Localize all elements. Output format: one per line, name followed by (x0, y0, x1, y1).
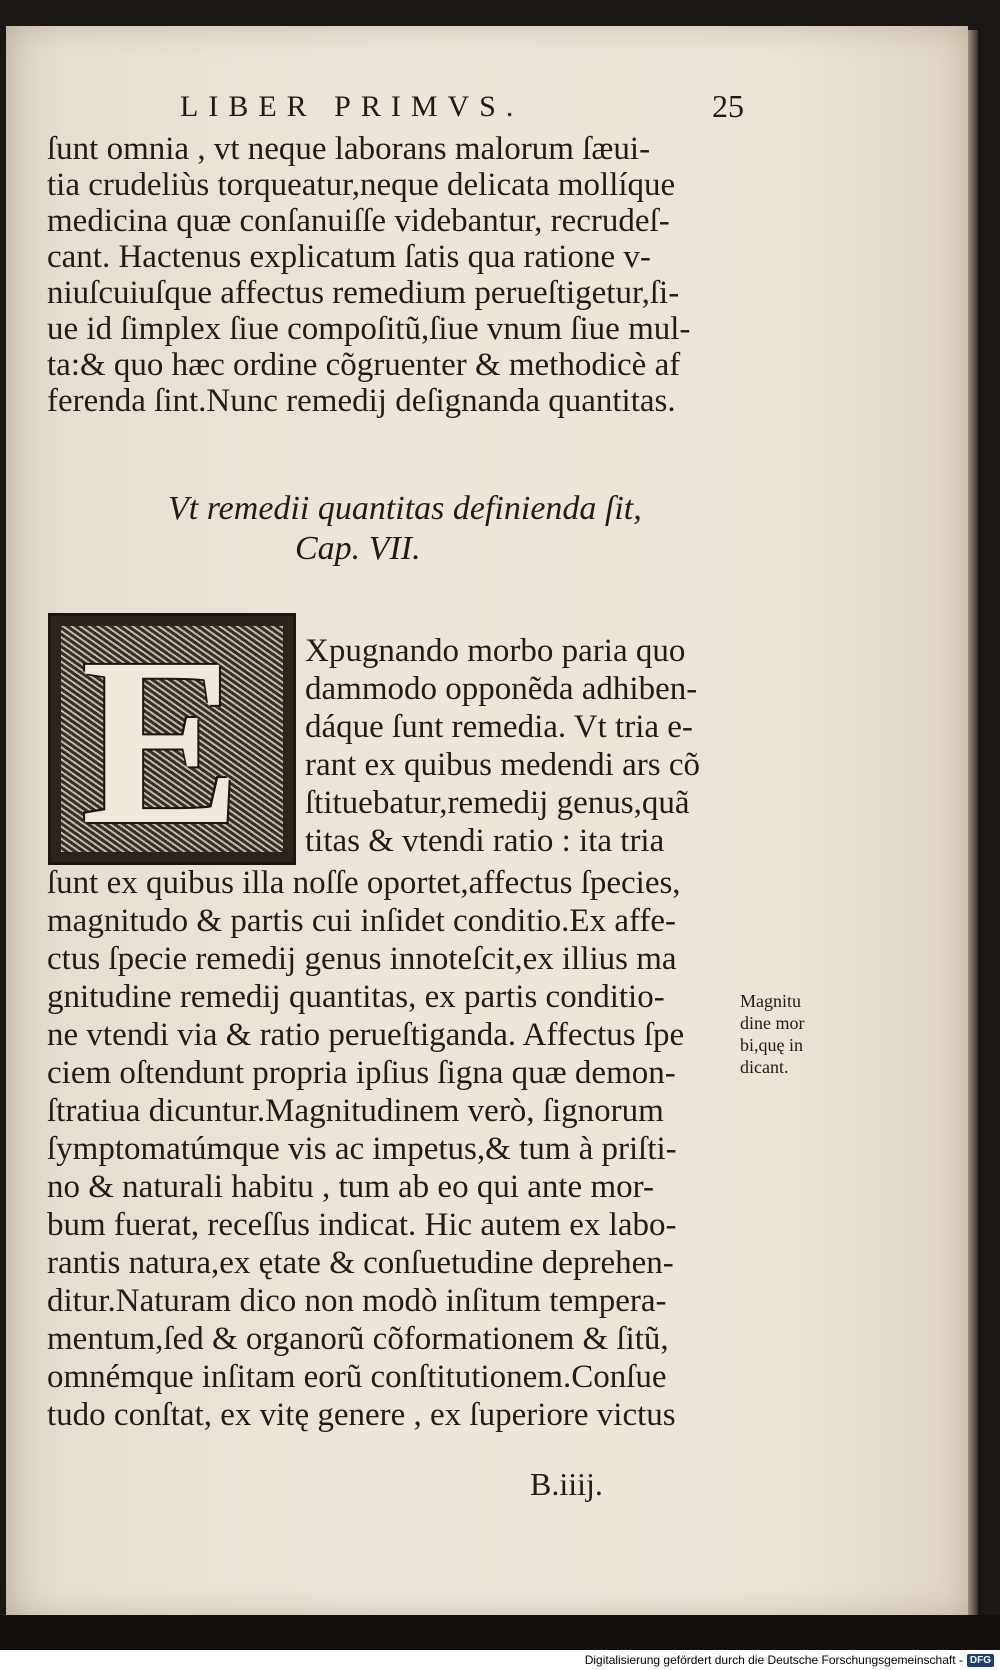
text-line: ſtituebatur,remedij genus,quã (305, 785, 690, 821)
margin-note-line: bi,quę in (740, 1035, 803, 1055)
text-line: ſtratiua dicuntur.Magnitudinem verò, ſignorum (47, 1093, 664, 1129)
text-line: ue id ſimplex ſiue compoſitũ,ſiue vnum ſiue mul- (47, 311, 691, 347)
text-line: Xpugnando morbo paria quo (305, 633, 686, 669)
text-line: magnitudo & partis cui inſidet conditio.Ex affe- (47, 903, 676, 939)
text-line: rant ex quibus medendi ars cõ (305, 747, 700, 783)
text-line: medicina quæ conſanuiſſe videbantur, recrudeſ- (47, 203, 670, 239)
chapter-number: Cap. VII. (295, 530, 421, 567)
digitization-footer (585, 1651, 994, 1669)
page-number: 25 (712, 88, 744, 124)
text-line: ditur.Naturam dico non modò inſitum tempera- (47, 1283, 667, 1319)
text-line: bum fuerat, receſſus indicat. Hic autem ex labo- (47, 1207, 677, 1243)
text-line: mentum,ſed & organorũ cõformationem & ſitũ, (47, 1321, 669, 1357)
dfg-logo-icon: DFG (967, 1654, 994, 1667)
running-title: LIBER PRIMVS. (180, 90, 524, 123)
text-line: ſymptomatúmque vis ac impetus,& tum à priſti- (47, 1131, 677, 1167)
margin-note-line: dicant. (740, 1057, 789, 1077)
footer-text: Digitalisierung gefördert durch die Deutsche Forschungsgemeinschaft - (584, 1653, 963, 1667)
text-line: ſunt ex quibus illa noſſe oportet,affectus ſpecies, (47, 865, 681, 901)
text-line: tudo conſtat, ex vitę genere , ex ſuperiore victus (47, 1397, 676, 1433)
text-line: rantis natura,ex ętate & conſuetudine deprehen- (47, 1245, 674, 1281)
margin-note-line: Magnitu (740, 991, 801, 1011)
text-line: titas & vtendi ratio : ita tria (305, 823, 665, 859)
text-line: dammodo opponẽda adhiben- (305, 671, 698, 707)
text-line: ſunt omnia , vt neque laborans malorum ſæui- (47, 131, 651, 167)
signature-mark: B.iiij. (530, 1466, 603, 1502)
text-line: gnitudine remedij quantitas, ex partis conditio- (47, 979, 665, 1015)
text-line: cant. Hactenus explicatum ſatis qua ratione v- (47, 239, 651, 275)
text-line: tia crudeliùs torqueatur,neque delicata mollíque (47, 167, 676, 203)
margin-note-line: dine mor (740, 1013, 805, 1033)
text-line: ctus ſpecie remedij genus innoteſcit,ex illius ma (47, 941, 677, 977)
initial-letter: E (81, 608, 242, 874)
text-line: ne vtendi via & ratio perueſtiganda. Affectus ſpe (47, 1017, 685, 1053)
chapter-heading: Vt remedii quantitas definienda ſit, (168, 490, 642, 527)
text-line: no & naturali habitu , tum ab eo qui ante mor- (47, 1169, 654, 1205)
text-line: ferenda ſint.Nunc remedij deſignanda quantitas. (47, 383, 676, 419)
text-line: ta:& quo hæc ordine cõgruenter & methodicè af (47, 347, 681, 383)
text-line: ciem oſtendunt propria ipſius ſigna quæ demon- (47, 1055, 676, 1091)
page-edge (968, 30, 978, 1620)
text-line: niuſcuiuſque affectus remedium perueſtigetur,ſi- (47, 275, 680, 311)
scan-bottom-edge (0, 1615, 1000, 1650)
decorated-initial (48, 608, 296, 874)
text-line: omnémque inſitam eorũ conſtitutionem.Conſue (47, 1359, 667, 1395)
text-line: dáque ſunt remedia. Vt tria e- (305, 709, 693, 745)
